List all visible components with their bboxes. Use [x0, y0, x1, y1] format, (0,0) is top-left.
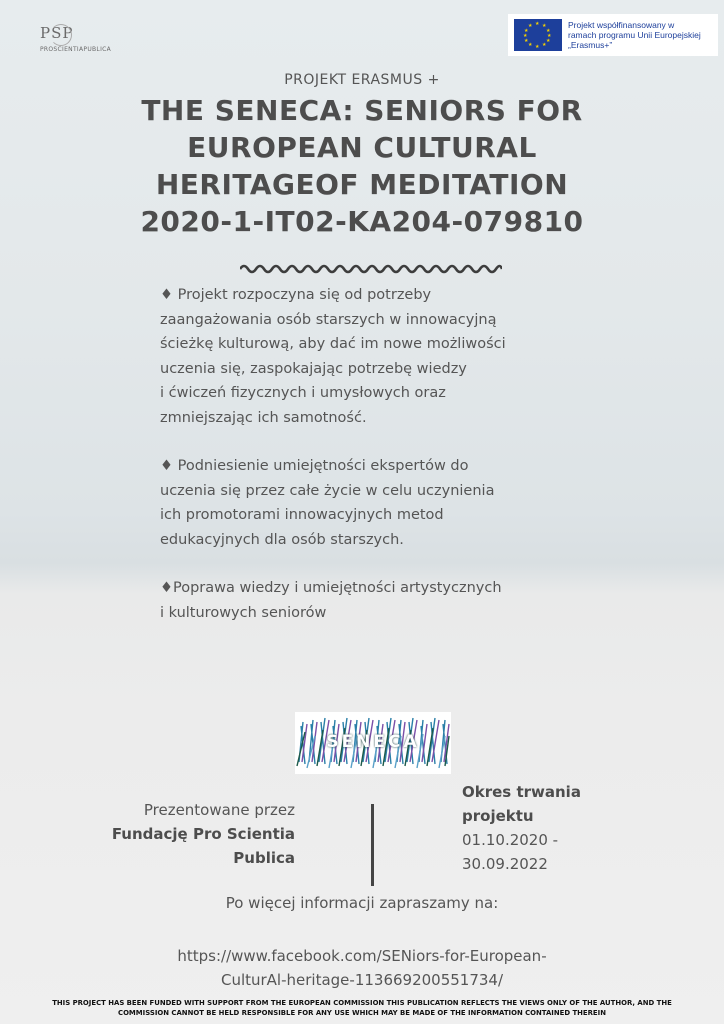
funding-disclaimer	[0, 998, 724, 1018]
seneca-logo	[295, 712, 451, 774]
list-item	[160, 576, 552, 625]
psp-logo-mark: PSP	[40, 24, 74, 42]
objectives-list	[160, 283, 552, 649]
disclaimer-line: THIS PROJECT HAS BEEN FUNDED WITH SUPPORT FROM THE EUROPEAN COMMISSION THIS PUBLICATION REFLECTS THE VIEWS ONLY OF THE AUTHOR, AND THE	[52, 999, 672, 1007]
bullet-line: zmniejszając ich samotność.	[160, 409, 367, 426]
project-kicker: PROJEKT ERASMUS +	[284, 72, 440, 88]
bullet-line: i ćwiczeń fizycznych i umysłowych oraz	[160, 385, 446, 401]
eu-flag-icon: ★ ★ ★ ★ ★ ★ ★ ★ ★ ★ ★ ★	[514, 19, 562, 51]
link-line[interactable]: CulturAl-heritage-113669200551734/	[220, 971, 504, 989]
period-label: projektu	[462, 807, 534, 825]
eu-badge-text	[568, 20, 701, 50]
period-start: 01.10.2020 -	[462, 831, 559, 849]
seneca-wordmark: SENECA	[326, 732, 420, 752]
bullet-line: ♦ Podniesienie umiejętności ekspertów do	[160, 458, 469, 474]
title-line: THE SENECA: SENIORS FOR	[141, 94, 583, 127]
facebook-link[interactable]	[0, 944, 724, 992]
project-period	[462, 780, 662, 876]
bullet-line: ♦Poprawa wiedzy i umiejętności artystycznych	[160, 580, 502, 596]
bullet-line: uczenia się, zaspokajając potrzebę wiedzy	[160, 360, 467, 377]
eu-badge-line: ramach programu Unii Europejskiej	[568, 30, 701, 40]
bullet-line: uczenia się przez całe życie w celu uczynienia	[160, 482, 495, 499]
title-line: EUROPEAN CULTURAL	[187, 131, 537, 164]
period-end: 30.09.2022	[462, 855, 548, 873]
project-code: 2020-1-IT02-KA204-079810	[140, 205, 584, 238]
list-item	[160, 454, 552, 552]
psp-circle-icon	[50, 24, 72, 46]
eu-cofunding-badge	[508, 14, 718, 56]
eu-badge-line: „Erasmus+”	[568, 40, 613, 50]
link-line[interactable]: https://www.facebook.com/SENiors-for-European-	[177, 947, 547, 965]
period-label: Okres trwania	[462, 783, 581, 801]
list-item	[160, 283, 552, 430]
organization-name: Fundację Pro Scientia	[111, 825, 295, 843]
more-info-text: Po więcej informacji zapraszamy na:	[225, 894, 499, 912]
organization-name: Publica	[233, 849, 295, 867]
bullet-line: edukacyjnych dla osób starszych.	[160, 531, 404, 548]
psp-logo-subtitle: PROSCIENTIAPUBLICA	[40, 46, 112, 53]
vertical-divider	[371, 804, 374, 886]
presented-by	[60, 798, 295, 870]
eu-badge-line: Projekt współfinansowany w	[568, 20, 675, 30]
page-title	[60, 92, 664, 240]
title-line: HERITAGEOF MEDITATION	[155, 168, 569, 201]
bullet-line: zaangażowania osób starszych w innowacyjną	[160, 311, 497, 328]
psp-logo	[40, 24, 130, 64]
bullet-line: i kulturowych seniorów	[160, 604, 327, 621]
bullet-line: ich promotorami innowacyjnych metod	[160, 507, 444, 523]
disclaimer-line: COMMISSION CANNOT BE HELD RESPONSIBLE FOR ANY USE WHICH MAY BE MADE OF THE INFORMATION CONTAINED THEREIN	[118, 1009, 606, 1017]
presented-label: Prezentowane przez	[143, 801, 295, 819]
bullet-line: ścieżkę kulturową, aby dać im nowe możliwości	[160, 336, 506, 352]
wave-divider	[240, 262, 502, 276]
bullet-line: ♦ Projekt rozpoczyna się od potrzeby	[160, 287, 432, 303]
